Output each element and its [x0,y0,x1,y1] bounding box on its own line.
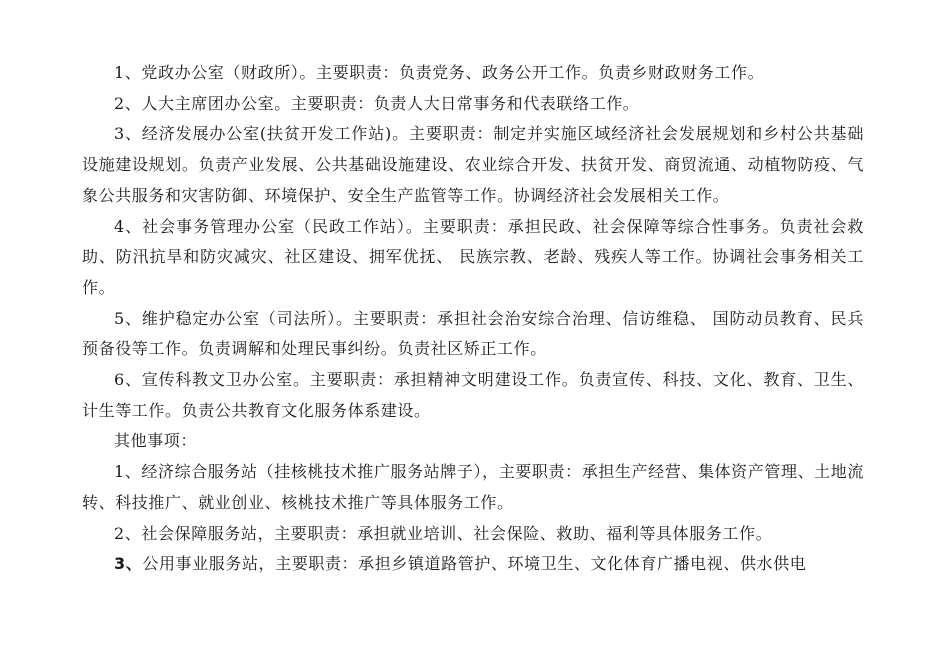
item-text: 公用事业服务站，主要职责：承担乡镇道路管护、环境卫生、文化体育广播电视、供水供电 [142,554,807,574]
item-text: 经济综合服务站（挂核桃技术推广服务站牌子），主要职责：承担生产经营、集体资产管理、土地流转、科技推广、就业创业、核桃技术推广等具体服务工作。 [82,462,864,512]
item-text: 人大主席团办公室。主要职责：负责人大日常事务和代表联络工作。 [141,93,640,113]
office-item-3 [82,119,864,211]
item-text: 维护稳定办公室（司法所）。主要职责：承担社会治安综合治理、信访维稳、 国防动员教育、民兵预备役等工作。负责调解和处理民事纠纷。负责社区矫正工作。 [82,308,864,359]
office-item-4 [82,212,864,304]
office-item-2 [82,89,864,120]
station-item-3 [82,549,864,580]
item-number: 4、 [114,216,143,236]
station-item-2 [82,519,864,550]
document-body [82,58,864,580]
item-text: 党政办公室（财政所）。主要职责：负责党务、政务公开工作。负责乡财政财务工作。 [141,63,765,82]
item-number: 5、 [114,308,142,328]
item-number: 6、 [114,370,142,390]
item-text: 经济发展办公室(扶贫开发工作站)。主要职责：制定并实施区域经济社会发展规划和乡村公共基础设施建设规划。负责产业发展、公共基础设施建设、农业综合开发、扶贫开发、商贸流通、动植物防疫、气象公共服务和灾害防御、环境保护、安全生产监管等工作。协调经济社会发展相关工作。 [82,124,864,205]
item-number: 2、 [114,93,142,113]
item-number: 1、 [114,462,142,482]
other-matters-heading: 其他事项： [114,431,198,451]
item-number: 3、 [114,554,143,574]
office-item-5 [82,304,864,365]
station-item-1 [82,457,864,518]
item-text: 宣传科教文卫办公室。主要职责：承担精神文明建设工作。负责宣传、科技、文化、教育、卫生、计生等工作。负责公共教育文化服务体系建设。 [82,370,864,420]
item-number: 1、 [114,63,142,82]
office-item-1 [82,58,864,89]
item-number: 2、 [114,523,142,543]
item-number: 3、 [114,124,142,144]
item-text: 社会保障服务站，主要职责：承担就业培训、社会保险、救助、福利等具体服务工作。 [141,523,773,543]
office-item-6 [82,365,864,426]
item-text: 社会事务管理办公室（民政工作站）。主要职责：承担民政、社会保障等综合性事务。负责社会救助、防汛抗旱和防灾减灾、社区建设、拥军优抚、 民族宗教、老龄、残疾人等工作。协调社会事务相关工作。 [82,216,864,297]
